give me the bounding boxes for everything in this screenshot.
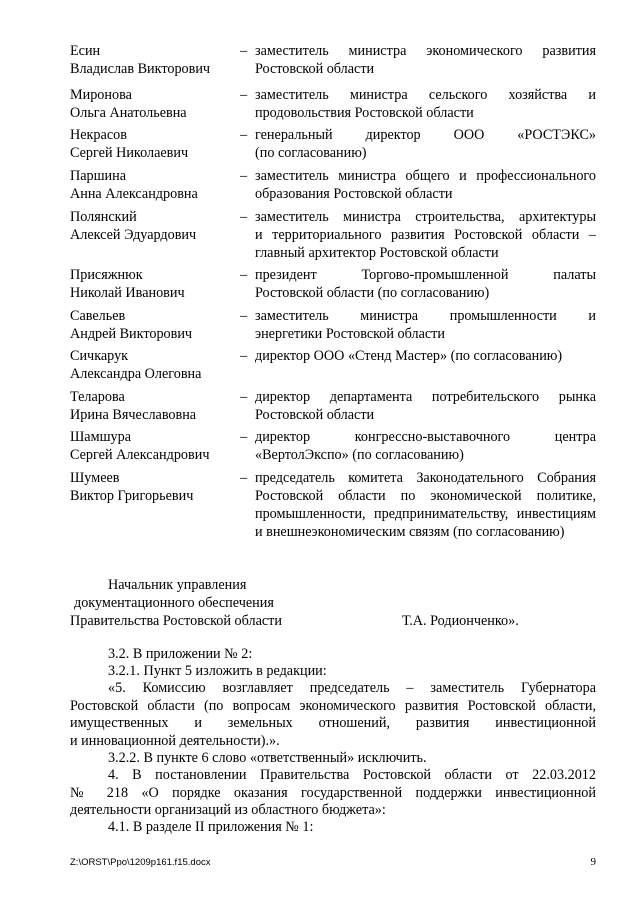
- member-position-line: Ростовской области: [255, 61, 375, 77]
- paragraph-line: 3.2. В приложении № 2:: [108, 646, 253, 662]
- member-dash: –: [240, 429, 248, 445]
- member-surname: Шумеев: [70, 470, 120, 486]
- member-given-names: Виктор Григорьевич: [70, 488, 194, 504]
- member-dash: –: [240, 470, 248, 486]
- paragraph-line: 4.1. В разделе II приложения № 1:: [108, 819, 314, 835]
- paragraph-line: «5. Комиссию возглавляет председатель – заместитель Губернатора: [108, 680, 596, 696]
- member-surname: Полянский: [70, 209, 137, 225]
- member-surname: Савельев: [70, 308, 126, 324]
- member-position-line: продовольствия Ростовской области: [255, 105, 474, 121]
- signature-title: [70, 576, 320, 630]
- member-given-names: Владислав Викторович: [70, 61, 211, 77]
- paragraph-line: 3.2.2. В пункте 6 слово «ответственный» исключить.: [108, 750, 427, 766]
- member-dash: –: [240, 267, 248, 283]
- member-position-line: заместитель министра общего и профессионального: [255, 168, 596, 184]
- member-dash: –: [240, 43, 248, 59]
- member-given-names: Алексей Эдуардович: [70, 227, 197, 243]
- member-dash: –: [240, 308, 248, 324]
- member-dash: –: [240, 348, 248, 364]
- paragraph-line: № 218 «О порядке оказания государственной поддержки инвестиционной: [70, 784, 596, 801]
- paragraph: [70, 680, 596, 750]
- member-given-names: Сергей Александрович: [70, 447, 210, 463]
- member-surname: Теларова: [70, 389, 125, 405]
- member-position-line: Ростовской области по экономической политике,: [255, 488, 596, 504]
- member-dash: –: [240, 168, 248, 184]
- member-surname: Миронова: [70, 87, 132, 103]
- member-position-line: «ВертолЭкспо» (по согласованию): [255, 447, 464, 463]
- paragraph-line: деятельности организаций из областного бюджета»:: [70, 802, 386, 818]
- paragraph-line: Ростовской области (по вопросам экономического развития Ростовской области,: [70, 697, 596, 714]
- member-dash: –: [240, 87, 248, 103]
- member-given-names: Анна Александровна: [70, 186, 198, 202]
- member-position-line: директор конгрессно-выставочного центра: [255, 429, 596, 445]
- paragraph: [70, 819, 596, 837]
- paragraph-line: 4. В постановлении Правительства Ростовской области от 22.03.2012: [108, 767, 596, 783]
- member-position-line: и территориального развития Ростовской области –: [255, 227, 596, 243]
- member-position-line: Ростовской области: [255, 407, 375, 423]
- member-surname: Присяжнюк: [70, 267, 143, 283]
- paragraph: [70, 646, 596, 664]
- file-path: Z:\ORST\Ppo\1209p161.f15.docx: [70, 857, 211, 868]
- member-given-names: Николай Иванович: [70, 285, 185, 301]
- paragraph-line: имущественных и земельных отношений, развития инвестиционной: [70, 715, 596, 731]
- member-position-line: образования Ростовской области: [255, 186, 453, 202]
- member-position-line: заместитель министра сельского хозяйства и: [255, 87, 596, 103]
- member-surname: Паршина: [70, 168, 127, 184]
- member-position-line: главный архитектор Ростовской области: [255, 245, 499, 261]
- signature-title-line: документационного обеспечения: [74, 595, 274, 611]
- member-given-names: Александра Олеговна: [70, 366, 202, 382]
- member-position-line: директор департамента потребительского рынка: [255, 389, 596, 405]
- member-surname: Есин: [70, 43, 101, 59]
- paragraph-line: и инновационной деятельности).».: [70, 732, 280, 749]
- member-given-names: Ирина Вячеславовна: [70, 407, 197, 423]
- member-position-line: президент Торгово-промышленной палаты: [255, 267, 596, 283]
- member-position-line: промышленности, предпринимательству, инвестициям: [255, 506, 596, 522]
- paragraph: [70, 767, 596, 820]
- member-surname: Сичкарук: [70, 348, 129, 364]
- member-given-names: Сергей Николаевич: [70, 145, 189, 161]
- signature-name: Т.А. Родионченко».: [402, 613, 519, 629]
- member-surname: Некрасов: [70, 127, 127, 143]
- member-given-names: Андрей Викторович: [70, 326, 193, 342]
- member-dash: –: [240, 209, 248, 225]
- member-position-line: заместитель министра строительства, архитектуры: [255, 209, 596, 225]
- member-position-line: председатель комитета Законодательного Собрания: [255, 470, 596, 486]
- member-position-line: генеральный директор ООО «РОСТЭКС»: [255, 127, 596, 143]
- member-position-line: энергетики Ростовской области: [255, 326, 445, 342]
- member-dash: –: [240, 389, 248, 405]
- paragraph: [70, 750, 596, 768]
- member-dash: –: [240, 127, 248, 143]
- signature-title-line: Начальник управления: [108, 577, 247, 593]
- member-surname: Шамшура: [70, 429, 131, 445]
- member-position-line: и внешнеэкономическим связям (по согласованию): [255, 524, 565, 540]
- member-given-names: Ольга Анатольевна: [70, 105, 187, 121]
- member-position-line: заместитель министра экономического развития: [255, 43, 596, 59]
- member-position-line: заместитель министра промышленности и: [255, 308, 596, 324]
- paragraph-line: 3.2.1. Пункт 5 изложить в редакции:: [108, 663, 327, 679]
- member-position-line: директор ООО «Стенд Мастер» (по согласованию): [255, 348, 563, 364]
- member-position-line: Ростовской области (по согласованию): [255, 285, 490, 301]
- paragraph: [70, 663, 596, 681]
- page-number: 9: [590, 856, 596, 868]
- signature-title-line: Правительства Ростовской области: [70, 613, 282, 629]
- member-position-line: (по согласованию): [255, 145, 367, 161]
